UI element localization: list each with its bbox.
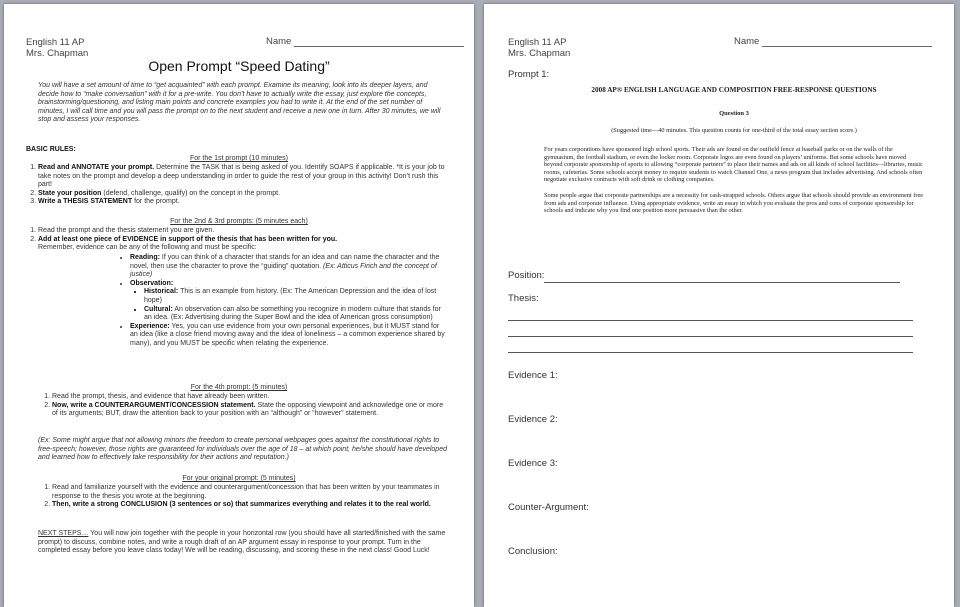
rule-item: 2. Then, write a strong CONCLUSION (3 sentences or so) that summarizes everything and relates it to the real world. <box>52 501 448 510</box>
example-paragraph: (Ex: Some might argue that not allowing minors the freedom to create personal webpages goes against the constitutional rights to free-speech; however, those rights are guaranteed for individuals over the age of 18 – at which point, he/she should have developed and learned how to effectively take responsibility for their actions and reputation.) <box>38 437 447 462</box>
evidence-observation: • Observation: ▪ Historical: This is an example from history. (Ex: The American Depression and the idea of lost hope) ▪ Cultural: An observation can also be something you recognize in modern culture that stands for an idea. (Ex: Advertising during the Super Bowl and the idea of American gross consumption) <box>130 280 446 323</box>
original-prompt-rules <box>40 484 448 510</box>
rule-item: 2. Now, write a COUNTERARGUMENT/CONCESSION statement. State the opposing viewpoint and acknowledge one or more of its arguments; BUT, draw the attention back to your position with an “although” or “however” statement. <box>52 402 446 419</box>
fourth-prompt-heading: For the 4th prompt: (5 minutes) <box>190 384 288 391</box>
teacher-label: Mrs. Chapman <box>26 48 89 59</box>
next-steps-paragraph <box>38 530 448 556</box>
teacher-label: Mrs. Chapman <box>508 48 571 59</box>
prompt-excerpt <box>544 86 924 215</box>
rule-item: 1. Read and ANNOTATE your prompt. Determine the TASK that is being asked of you. Identify SOAPS if applicable. *It is your job to take notes on the prompt and develop a deep understanding in order to guide the rest of your group in this activity! Don’t rush this part! <box>38 164 446 190</box>
fourth-prompt-rules <box>40 393 446 419</box>
name-field <box>734 36 932 47</box>
basic-rules-heading: BASIC RULES: <box>26 146 76 153</box>
name-underline <box>762 37 932 47</box>
name-underline <box>294 37 464 47</box>
course-label: English 11 AP <box>508 37 567 48</box>
name-field <box>266 36 464 47</box>
rule-item: 2. Add at least one piece of EVIDENCE in support of the thesis that has been written for you. Remember, evidence can be any of the following and must be specific: <box>38 236 446 253</box>
first-prompt-rules <box>26 164 446 207</box>
question-label: Question 3 <box>719 110 749 117</box>
second-prompt-rules <box>26 227 446 253</box>
position-answer-line[interactable] <box>544 282 900 283</box>
thesis-answer-line[interactable] <box>508 352 913 353</box>
header-left-block <box>26 37 88 59</box>
worksheet-page-left <box>4 4 474 607</box>
name-label: Name <box>734 36 760 47</box>
course-label: English 11 AP <box>26 37 85 48</box>
prompt-paragraph-2: Some people argue that corporate partnerships are a necessity for cash-strapped schools. Others argue that schools should provide an environment free from ads and corporate influence. Using appropriate evidence, write an essay in which you evaluate the pros and cons of corporate sponsorship for schools and indicate why you find one position more persuasive than the other. <box>544 191 924 215</box>
rule-item: 1. Read and familiarize yourself with the evidence and counterargument/concession that has been written by your teammates in response to the thesis you wrote at the beginning. <box>52 484 448 501</box>
name-label: Name <box>266 36 292 47</box>
thesis-answer-line[interactable] <box>508 320 913 321</box>
thesis-label: Thesis: <box>508 293 539 304</box>
time-note: (Suggested time—40 minutes. This question counts for one-third of the total essay section score.) <box>611 127 857 134</box>
position-label: Position: <box>508 270 545 281</box>
intro-paragraph: You will have a set amount of time to “get acquainted” with each prompt. Examine its meaning, look into its deeper layers, and decide how to “make conversation” with it for a pre-write. You don’t have to actually write the essay, just explore the concepts, brainstorming/questioning, and listing main points and concrete examples you had to write it. At the end of the set number of minutes, I will call time and you will pass the prompt on to the next student and receive a new one in turn. After 30 minutes, we will stop and assess your responses. <box>38 82 441 124</box>
original-prompt-heading: For your original prompt: (5 minutes) <box>182 475 296 482</box>
rule-item: 3. Write a THESIS STATEMENT for the prompt. <box>38 198 446 207</box>
evidence-reading: • Reading: If you can think of a character that stands for an idea and can name the character and the novel, then use the character to prove the “guiding” quotation. (Ex: Atticus Finch and the concept of justice) <box>130 254 446 280</box>
evidence-2-label: Evidence 2: <box>508 414 558 425</box>
prompt-paragraph-1: For years corporations have sponsored high school sports. Their ads are found on the outfield fence at baseball parks or on the walls of the gymnasium, the football stadium, or even the locker room. Corporate logos are even found on players’ uniforms. But some schools have moved beyond corporate sponsorship of sports to allowing “corporate partners” to place their names and ads on all kinds of school facilities—libraries, music rooms, cafeterias. Some schools accept money to require students to watch Channel One, a news program that includes advertising. And schools often negotiate exclusive contracts with soft drink or clothing companies. <box>544 146 923 184</box>
next-steps-text: You will now join together with the people in your horizontal row (you should have all started/finished with the same prompt) to discuss, combine notes, and write a rough draft of an AP argument essay in response to your prompt. Turn in the completed essay before you leave class today! We will be reading, discussing, and scoring these in the next class! Good Luck! <box>38 530 446 555</box>
evidence-cultural: ▪ Cultural: An observation can also be something you recognize in modern culture that stands for an idea. (Ex: Advertising during the Super Bowl and the idea of American gross consumption) <box>144 306 446 323</box>
next-steps-label: NEXT STEPS… <box>38 530 89 537</box>
rule-item: 1. Read the prompt, thesis, and evidence that have already been written. <box>52 393 446 402</box>
evidence-historical: ▪ Historical: This is an example from history. (Ex: The American Depression and the idea of lost hope) <box>144 288 446 305</box>
prompt-label: Prompt 1: <box>508 69 550 80</box>
counter-argument-label: Counter-Argument: <box>508 502 589 513</box>
conclusion-label: Conclusion: <box>508 546 558 557</box>
page-title: Open Prompt “Speed Dating” <box>148 58 330 74</box>
prompt-title: 2008 AP® ENGLISH LANGUAGE AND COMPOSITION FREE-RESPONSE QUESTIONS <box>591 86 877 94</box>
evidence-1-label: Evidence 1: <box>508 370 558 381</box>
rule-item: 1. Read the prompt and the thesis statement you are given. <box>38 227 446 236</box>
rule-item: 2. State your position (defend, challenge, qualify) on the concept in the prompt. <box>38 190 446 199</box>
header-right-block <box>508 37 570 59</box>
thesis-answer-line[interactable] <box>508 336 913 337</box>
evidence-3-label: Evidence 3: <box>508 458 558 469</box>
evidence-experience: • Experience: Yes, you can use evidence from your own personal experiences, but it MUST stand for an idea (like a close friend moving away and the idea of loneliness – a common experience shared by many), and you MUST be specific when relating the experience. <box>130 323 446 349</box>
second-prompt-heading: For the 2nd & 3rd prompts: (5 minutes each) <box>170 218 308 225</box>
evidence-types-list <box>116 254 446 349</box>
first-prompt-heading: For the 1st prompt (10 minutes) <box>189 155 289 162</box>
worksheet-page-right <box>484 4 954 607</box>
